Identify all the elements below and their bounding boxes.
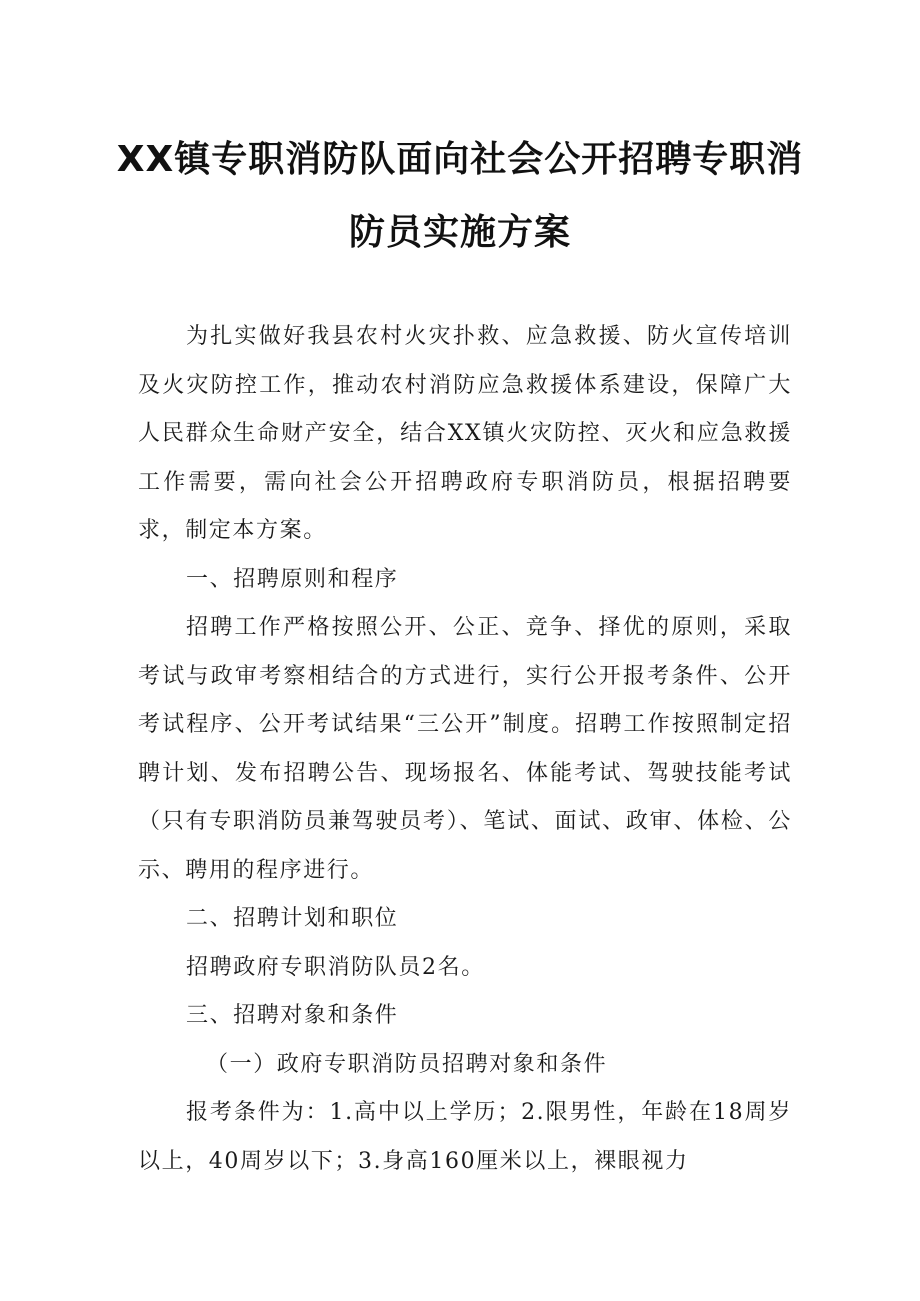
section-heading-1: 一、招聘原则和程序 (186, 566, 399, 592)
conditions-paragraph: 报考条件为：1.高中以上学历；2.限男性，年龄在18周岁以上，40周岁以下；3.身高160厘米以上，裸眼视力 (138, 1100, 792, 1174)
document-title-line-1: XX镇专职消防队面向社会公开招聘专职消 (116, 139, 804, 180)
subsection-heading-1: （一）政府专职消防员招聘对象和条件 (206, 1051, 608, 1077)
plan-paragraph: 招聘政府专职消防队员2名。 (186, 954, 485, 980)
document-body (138, 313, 792, 1186)
intro-paragraph: 为扎实做好我县农村火灾扑救、应急救援、防火宣传培训及火灾防控工作，推动农村消防应急救援体系建设，保障广大人民群众生命财产安全，结合XX镇火灾防控、灭火和应急救援工作需要，需向社会公开招聘政府专职消防员，根据招聘要求，制定本方案。 (138, 324, 792, 543)
section-heading-2: 二、招聘计划和职位 (186, 906, 399, 931)
principles-paragraph: 招聘工作严格按照公开、公正、竞争、择优的原则，采取考试与政审考察相结合的方式进行，实行公开报考条件、公开考试程序、公开考试结果“三公开”制度。招聘工作按照制定招聘计划、发布招聘公告、现场报名、体能考试、驾驶技能考试（只有专职消防员兼驾驶员考）、笔试、面试、政审、体检、公示、聘用的程序进行。 (138, 615, 792, 883)
section-heading-3: 三、招聘对象和条件 (186, 1003, 399, 1028)
document-title-line-2: 防员实施方案 (348, 212, 571, 253)
